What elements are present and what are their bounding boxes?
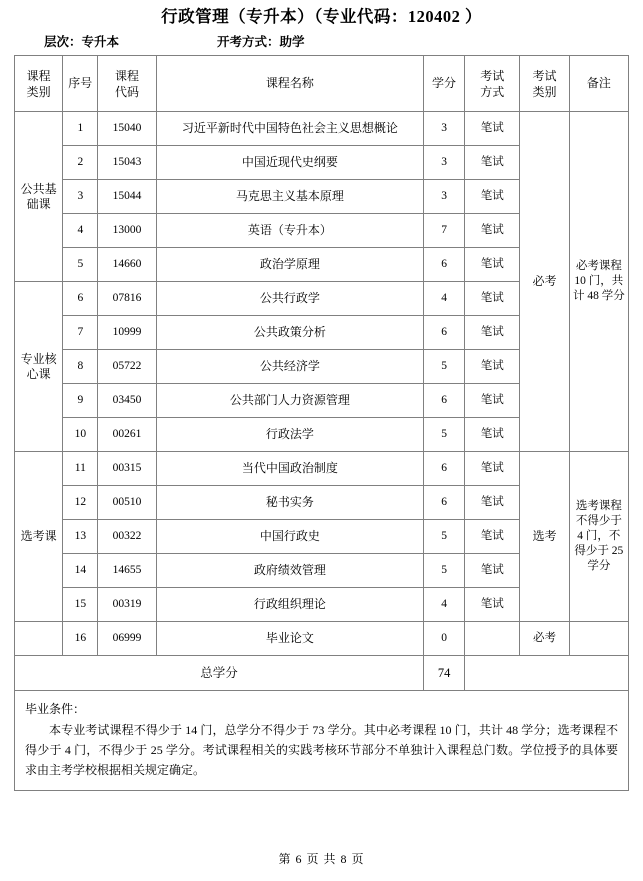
graduation-title: 毕业条件：: [25, 702, 86, 716]
row-sequence: 12: [63, 486, 98, 520]
row-course-name: 公共政策分析: [156, 316, 423, 350]
header-remarks: 备注: [569, 56, 628, 112]
table-row: [15, 452, 629, 486]
row-course-code: 14660: [98, 248, 156, 282]
row-credits: 6: [423, 384, 464, 418]
row-credits: 6: [423, 486, 464, 520]
page-title: 行政管理（专升本）（专业代码：120402 ）: [161, 7, 482, 26]
total-row-blank: [465, 656, 629, 691]
row-course-name: 毕业论文: [156, 622, 423, 656]
header-course-code-line1: 课程: [115, 68, 140, 83]
header-category-line1: 课程: [26, 68, 51, 83]
row-sequence: 6: [63, 282, 98, 316]
row-sequence: 5: [63, 248, 98, 282]
row-course-name: 政府绩效管理: [156, 554, 423, 588]
row-credits: 3: [423, 180, 464, 214]
row-course-name: 习近平新时代中国特色社会主义思想概论: [156, 112, 423, 146]
category-elective: 选考课: [15, 452, 63, 622]
remarks-thesis: [569, 622, 628, 656]
page-number-footer: 第 6 页 共 8 页: [278, 852, 365, 866]
total-credits-label: 总学分: [15, 656, 424, 691]
row-course-name: 公共行政学: [156, 282, 423, 316]
row-credits: 4: [423, 282, 464, 316]
remarks-elective: 选考课程不得少于 4 门，不得少于 25 学分: [569, 452, 628, 622]
header-exam-mode-line2: 方式: [480, 84, 505, 99]
row-course-code: 10999: [98, 316, 156, 350]
row-course-code: 03450: [98, 384, 156, 418]
row-sequence: 9: [63, 384, 98, 418]
header-exam-type-line1: 考试: [532, 68, 557, 83]
row-course-name: 公共经济学: [156, 350, 423, 384]
header-sequence: 序号: [63, 56, 98, 112]
row-course-name: 公共部门人力资源管理: [156, 384, 423, 418]
row-course-name: 行政法学: [156, 418, 423, 452]
row-credits: 5: [423, 520, 464, 554]
row-sequence: 15: [63, 588, 98, 622]
row-sequence: 3: [63, 180, 98, 214]
row-course-name: 中国近现代史纲要: [156, 146, 423, 180]
row-exam-mode: 笔试: [465, 350, 520, 384]
row-course-name: 英语（专升本）: [156, 214, 423, 248]
row-credits: 7: [423, 214, 464, 248]
row-exam-mode: 笔试: [465, 486, 520, 520]
level-label: 层次：专升本: [44, 35, 120, 49]
row-sequence: 10: [63, 418, 98, 452]
header-category-line2: 类别: [26, 84, 51, 99]
row-exam-mode: [465, 622, 520, 656]
row-course-code: 00322: [98, 520, 156, 554]
total-row: [15, 656, 629, 691]
program-meta: [0, 28, 643, 55]
table-header-row: [15, 56, 629, 112]
row-exam-mode: 笔试: [465, 418, 520, 452]
row-sequence: 11: [63, 452, 98, 486]
row-course-name: 马克思主义基本原理: [156, 180, 423, 214]
row-credits: 6: [423, 452, 464, 486]
row-exam-mode: 笔试: [465, 248, 520, 282]
row-course-code: 15043: [98, 146, 156, 180]
row-sequence: 2: [63, 146, 98, 180]
row-exam-mode: 笔试: [465, 384, 520, 418]
exam-type-thesis: 必考: [520, 622, 569, 656]
row-sequence: 4: [63, 214, 98, 248]
remarks-required: 必考课程 10 门，共计 48 学分: [569, 112, 628, 452]
row-exam-mode: 笔试: [465, 214, 520, 248]
row-course-code: 00319: [98, 588, 156, 622]
row-credits: 3: [423, 146, 464, 180]
row-course-code: 15044: [98, 180, 156, 214]
row-credits: 4: [423, 588, 464, 622]
row-credits: 0: [423, 622, 464, 656]
row-course-code: 13000: [98, 214, 156, 248]
table-row: [15, 622, 629, 656]
row-exam-mode: 笔试: [465, 588, 520, 622]
row-credits: 5: [423, 350, 464, 384]
graduation-body: 本专业考试课程不得少于 14 门，总学分不得少于 73 学分。其中必考课程 10 门，共计 48 学分；选考课程不得少于 4 门，不得少于 25 学分。考试课程相关的实践考核环节部分不单独计入课程总门数。学位授予的具体要求由主考学校根据相关规定确定。: [25, 723, 618, 777]
header-course-name: 课程名称: [156, 56, 423, 112]
row-course-code: 15040: [98, 112, 156, 146]
row-course-code: 07816: [98, 282, 156, 316]
row-course-code: 00261: [98, 418, 156, 452]
curriculum-table: [14, 55, 629, 691]
row-exam-mode: 笔试: [465, 452, 520, 486]
row-course-name: 政治学原理: [156, 248, 423, 282]
row-sequence: 13: [63, 520, 98, 554]
header-credits: 学分: [423, 56, 464, 112]
row-course-code: 14655: [98, 554, 156, 588]
exam-mode-label: 开考方式：助学: [217, 35, 305, 49]
row-credits: 6: [423, 248, 464, 282]
header-exam-type-line2: 类别: [532, 84, 557, 99]
row-credits: 3: [423, 112, 464, 146]
category-major-core: 专业核心课: [15, 282, 63, 452]
header-exam-mode-line1: 考试: [480, 68, 505, 83]
table-body: [15, 112, 629, 691]
row-credits: 5: [423, 554, 464, 588]
row-sequence: 1: [63, 112, 98, 146]
row-course-code: 00510: [98, 486, 156, 520]
row-sequence: 16: [63, 622, 98, 656]
row-exam-mode: 笔试: [465, 282, 520, 316]
row-sequence: 14: [63, 554, 98, 588]
row-exam-mode: 笔试: [465, 554, 520, 588]
row-exam-mode: 笔试: [465, 316, 520, 350]
exam-type-elective: 选考: [520, 452, 569, 622]
total-credits-value: 74: [423, 656, 464, 691]
header-exam-type: [520, 56, 569, 112]
row-course-code: 06999: [98, 622, 156, 656]
row-exam-mode: 笔试: [465, 112, 520, 146]
row-exam-mode: 笔试: [465, 146, 520, 180]
graduation-requirements: [14, 691, 629, 791]
header-category: [15, 56, 63, 112]
header-course-code: [98, 56, 156, 112]
header-exam-mode: [465, 56, 520, 112]
row-credits: 6: [423, 316, 464, 350]
exam-type-required: 必考: [520, 112, 569, 452]
header-course-code-line2: 代码: [115, 84, 140, 99]
row-course-name: 行政组织理论: [156, 588, 423, 622]
row-course-name: 当代中国政治制度: [156, 452, 423, 486]
row-course-code: 00315: [98, 452, 156, 486]
row-exam-mode: 笔试: [465, 520, 520, 554]
row-course-name: 中国行政史: [156, 520, 423, 554]
row-sequence: 7: [63, 316, 98, 350]
row-sequence: 8: [63, 350, 98, 384]
row-exam-mode: 笔试: [465, 180, 520, 214]
table-row: [15, 112, 629, 146]
row-course-name: 秘书实务: [156, 486, 423, 520]
category-blank: [15, 622, 63, 656]
category-public-basic: 公共基础课: [15, 112, 63, 282]
row-course-code: 05722: [98, 350, 156, 384]
row-credits: 5: [423, 418, 464, 452]
